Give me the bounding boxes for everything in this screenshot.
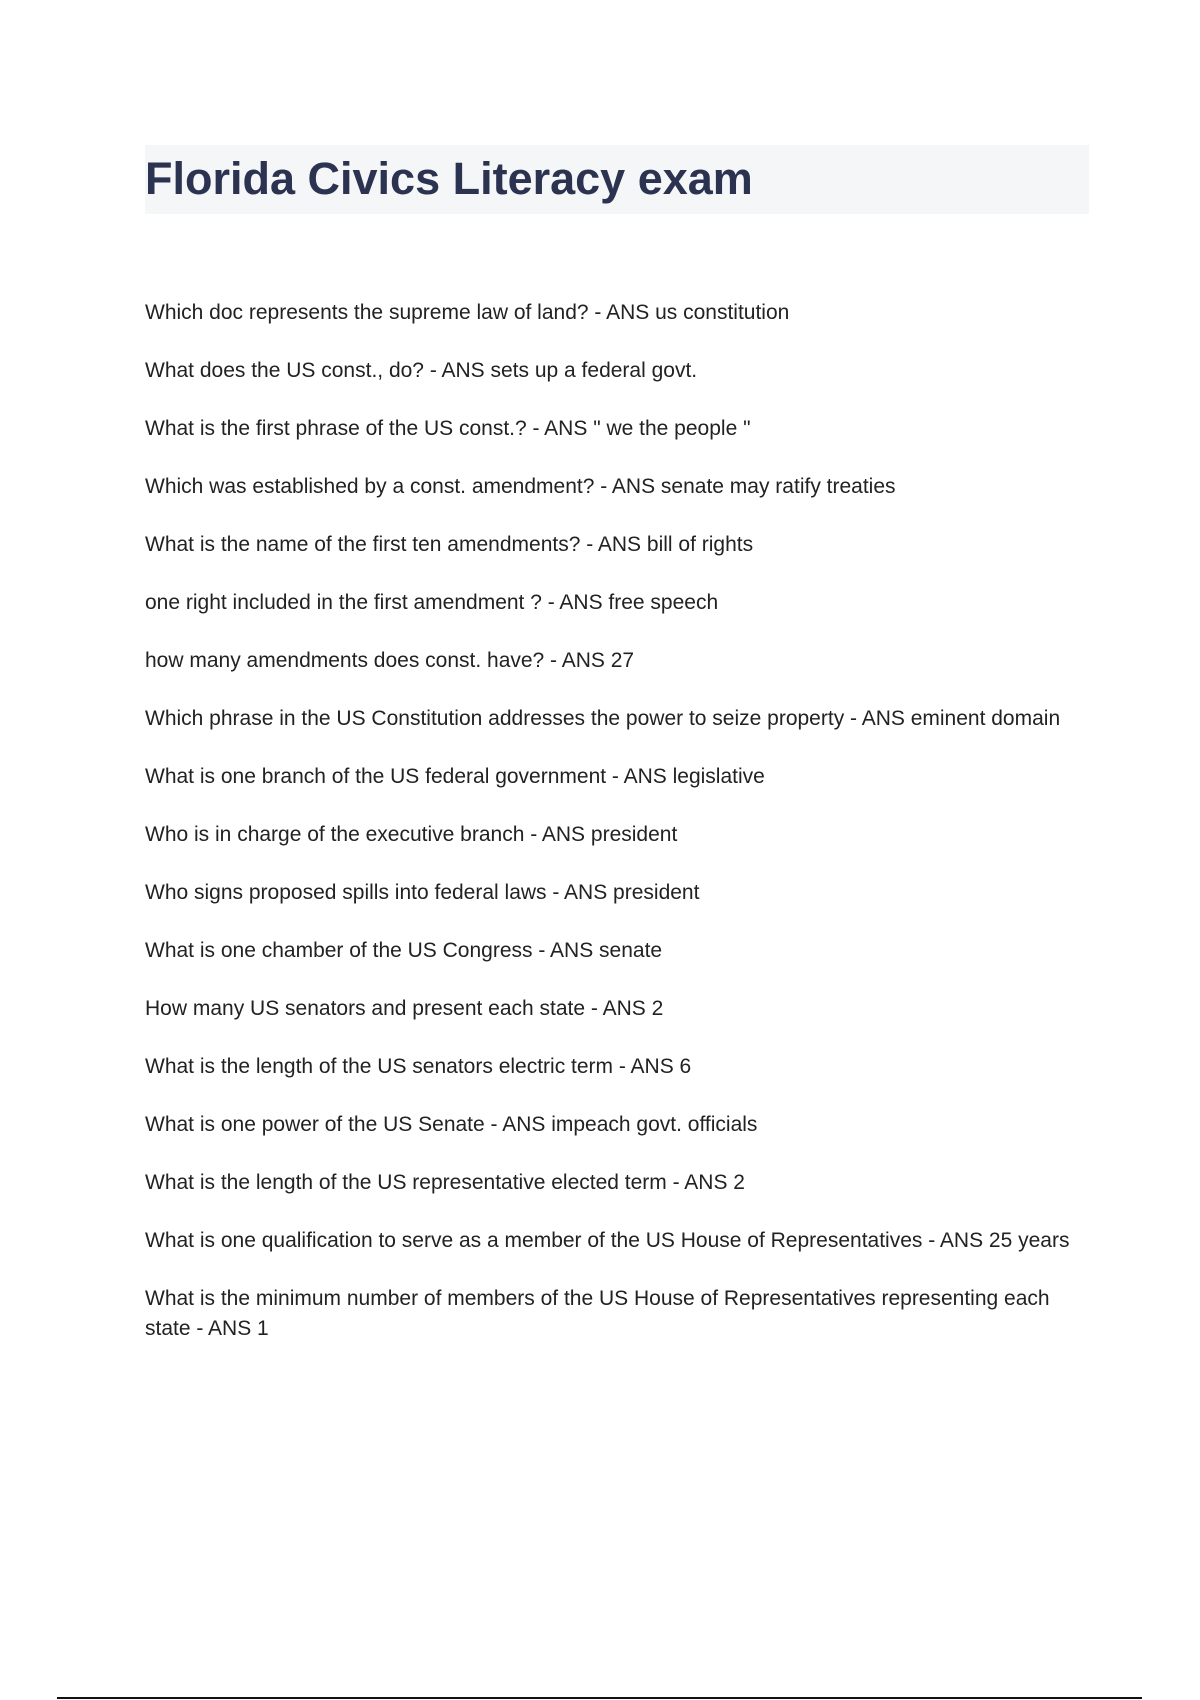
qa-item: What is one qualification to serve as a member of the US House of Representatives - ANS 25 years: [145, 1229, 1070, 1252]
qa-list: [145, 298, 1085, 1372]
footer-divider: [57, 1697, 1142, 1699]
qa-item: What is one power of the US Senate - ANS impeach govt. officials: [145, 1113, 758, 1136]
title-banner: [145, 145, 1089, 214]
qa-item: Who is in charge of the executive branch - ANS president: [145, 823, 678, 846]
qa-item: What is one chamber of the US Congress - ANS senate: [145, 939, 663, 962]
qa-item: What does the US const., do? - ANS sets up a federal govt.: [145, 359, 698, 382]
qa-item: What is the name of the first ten amendments? - ANS bill of rights: [145, 533, 754, 556]
qa-item: Who signs proposed spills into federal laws - ANS president: [145, 881, 700, 904]
qa-item: Which was established by a const. amendment? - ANS senate may ratify treaties: [145, 475, 896, 498]
qa-item: How many US senators and present each state - ANS 2: [145, 997, 664, 1020]
qa-item: What is the length of the US senators electric term - ANS 6: [145, 1055, 692, 1078]
qa-item: Which doc represents the supreme law of land? - ANS us constitution: [145, 301, 790, 324]
qa-item: Which phrase in the US Constitution addresses the power to seize property - ANS eminent domain: [145, 707, 1061, 730]
qa-item: What is the length of the US representative elected term - ANS 2: [145, 1171, 745, 1194]
page-title: Florida Civics Literacy exam: [145, 153, 753, 204]
qa-item: What is one branch of the US federal government - ANS legislative: [145, 765, 765, 788]
qa-item: how many amendments does const. have? - ANS 27: [145, 649, 635, 672]
qa-item: one right included in the first amendment ? - ANS free speech: [145, 591, 719, 614]
qa-item: What is the minimum number of members of the US House of Representatives representing each state - ANS 1: [145, 1287, 1050, 1340]
qa-item: What is the first phrase of the US const.? - ANS " we the people ": [145, 417, 751, 440]
